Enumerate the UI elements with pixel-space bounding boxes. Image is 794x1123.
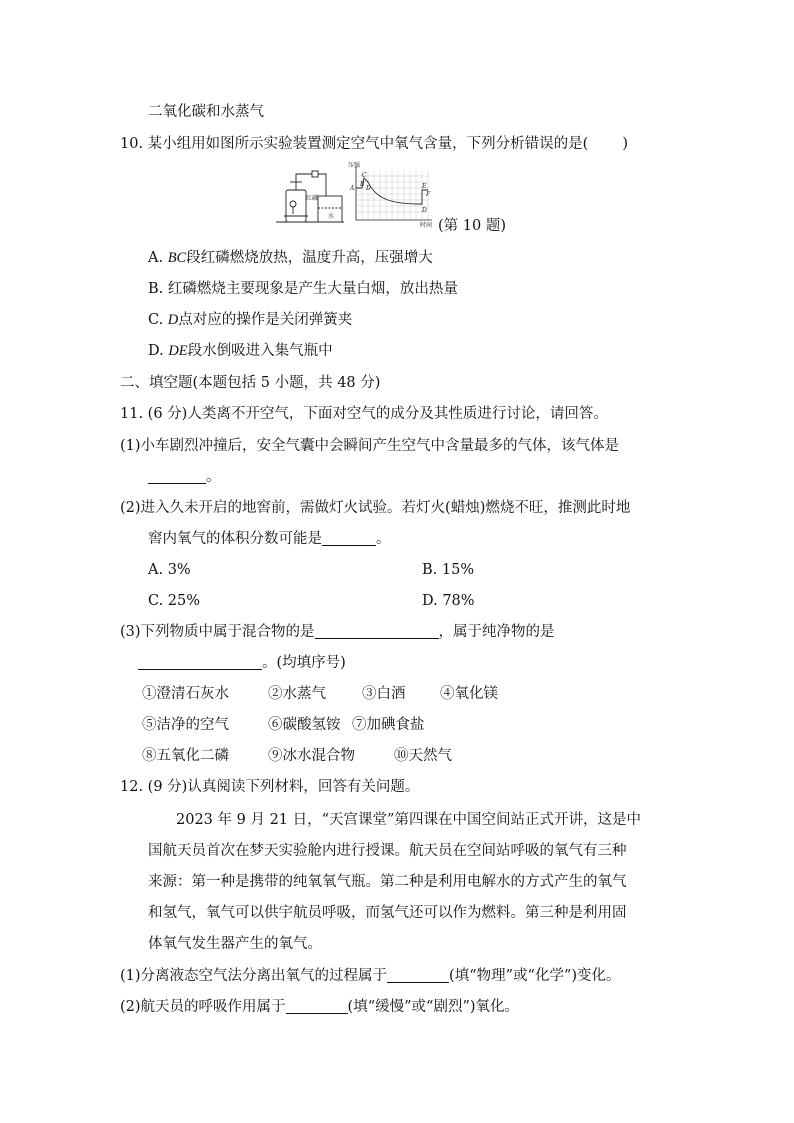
punctuation: 。 — [376, 531, 391, 547]
item: ⑩天然气 — [394, 748, 452, 764]
passage-line-3: 来源：第一种是携带的纯氧氧气瓶。第二种是利用电解水的方式产生的氧气 — [148, 874, 627, 890]
item: ⑤洁净的空气 — [142, 717, 229, 733]
question-text: 某小组用如图所示实验装置测定空气中氧气含量，下列分析错误的是( — [147, 136, 589, 152]
part-text: (2)航天员的呼吸作用属于 — [120, 999, 286, 1015]
part-text: 。(均填序号) — [262, 655, 346, 671]
item: ②水蒸气 — [268, 686, 326, 702]
point-label-d1: D — [366, 185, 371, 192]
answer-blank-mixture[interactable] — [315, 623, 439, 639]
q12-part1 — [120, 966, 621, 986]
option-text: 段水倒吸进入集气瓶中 — [187, 343, 333, 359]
q11-part3-line1 — [120, 622, 555, 642]
item: ④氧化镁 — [440, 686, 498, 702]
q11-part1-line2 — [148, 467, 221, 487]
point-label-d2: D — [422, 207, 427, 214]
q10-option-c — [148, 310, 352, 330]
q11-option-d: D. 78% — [422, 593, 475, 609]
graph-xlabel: 时间 — [420, 222, 433, 228]
point-label-a: A — [350, 185, 355, 192]
part-text: (填“缓慢”或“剧烈”)氧化。 — [347, 999, 520, 1015]
continuation-line: 二氧化碳和水蒸气 — [148, 104, 264, 120]
answer-blank[interactable] — [322, 530, 376, 546]
question-10-stem — [120, 134, 628, 154]
answer-blank[interactable] — [387, 967, 449, 983]
part-text: (填“物理”或“化学”)变化。 — [449, 968, 621, 984]
passage-line-4: 和氢气，氧气可以供宇航员呼吸，而氢气还可以作为燃料。第三种是利用固 — [148, 905, 627, 921]
answer-paren-close: ) — [622, 136, 628, 152]
point-label-b: B — [360, 181, 365, 188]
q11-part3-line2 — [138, 653, 346, 673]
q11-option-a: A. 3% — [148, 562, 191, 578]
section-heading: 二、填空题(本题包括 5 小题，共 48 分) — [120, 375, 381, 391]
part-text: ，属于纯净物的是 — [438, 624, 555, 640]
point-label-e: E — [422, 183, 427, 190]
question-12-stem — [120, 777, 419, 797]
part-text: (1)分离液态空气法分离出氧气的过程属于 — [120, 968, 388, 984]
question-10-caption: (第 10 题) — [438, 218, 506, 234]
item: ①澄清石灰水 — [142, 686, 229, 702]
q11-part2-line2 — [148, 529, 391, 549]
passage-line-5: 体氧气发生器产生的氧气。 — [148, 936, 322, 952]
item: ⑧五氧化二磷 — [142, 748, 229, 764]
item: ⑥碳酸氢铵 — [268, 717, 341, 733]
option-italic: D — [167, 312, 179, 328]
q10-option-b — [148, 279, 458, 299]
q11-option-c: C. 25% — [148, 593, 201, 609]
q11-part1-line1: (1)小车剧烈冲撞后，安全气囊中会瞬间产生空气中含量最多的气体，该气体是 — [120, 438, 620, 454]
q12-part2 — [120, 997, 519, 1017]
option-text: 段红磷燃烧放热，温度升高，压强增大 — [186, 250, 433, 266]
item: ③白酒 — [362, 686, 406, 702]
q11-part2-line1: (2)进入久未开启的地窖前，需做灯火试验。若灯火(蜡烛)燃烧不旺，推测此时地 — [120, 500, 631, 516]
punctuation: 。 — [206, 469, 221, 485]
option-letter: A. — [148, 250, 164, 266]
answer-blank[interactable] — [148, 468, 206, 484]
question-number: 10. — [120, 136, 144, 152]
item: ⑨冰水混合物 — [268, 748, 355, 764]
question-11-stem — [120, 404, 608, 424]
part-text: 窖内氧气的体积分数可能是 — [148, 531, 322, 547]
item: ⑦加碘食盐 — [352, 717, 425, 733]
option-text: 点对应的操作是关闭弹簧夹 — [178, 312, 353, 328]
answer-blank[interactable] — [286, 998, 348, 1014]
question-10-figure — [276, 160, 436, 232]
q11-items-row3 — [142, 746, 452, 766]
graph-ylabel: 压强 — [348, 162, 361, 169]
q11-items-row1 — [142, 684, 498, 704]
q10-option-d — [148, 341, 333, 361]
q11-items-row2 — [142, 715, 425, 735]
question-number: 12. — [120, 779, 144, 795]
option-italic: DE — [168, 343, 188, 359]
apparatus-label-water: 水 — [328, 213, 335, 220]
passage-line-1: 2023 年 9 月 21 日，“天宫课堂”第四课在中国空间站正式开讲，这是中 — [176, 812, 641, 828]
question-text: (9 分)认真阅读下列材料，回答有关问题。 — [147, 779, 420, 795]
option-letter: D. — [148, 343, 164, 359]
point-label-c: C — [362, 172, 367, 179]
part-text: (3)下列物质中属于混合物的是 — [120, 624, 315, 640]
point-label-f: F — [426, 191, 431, 198]
graph-grid — [356, 170, 428, 220]
answer-blank-pure[interactable] — [138, 654, 262, 670]
q10-option-a — [148, 248, 433, 268]
option-letter: C. — [148, 312, 164, 328]
apparatus-label-red-phosphorus: 红磷 — [306, 195, 319, 202]
experiment-apparatus-and-graph — [276, 160, 436, 228]
passage-line-2: 国航天员首次在梦天实验舱内进行授课。航天员在空间站呼吸的氧气有三种 — [148, 843, 627, 859]
question-number: 11. — [120, 406, 144, 422]
question-text: (6 分)人类离不开空气，下面对空气的成分及其性质进行讨论，请回答。 — [147, 406, 608, 422]
option-italic: BC — [167, 250, 187, 266]
option-letter: B. — [148, 281, 164, 297]
q11-option-b: B. 15% — [422, 562, 475, 578]
option-text: 红磷燃烧主要现象是产生大量白烟，放出热量 — [167, 281, 458, 297]
